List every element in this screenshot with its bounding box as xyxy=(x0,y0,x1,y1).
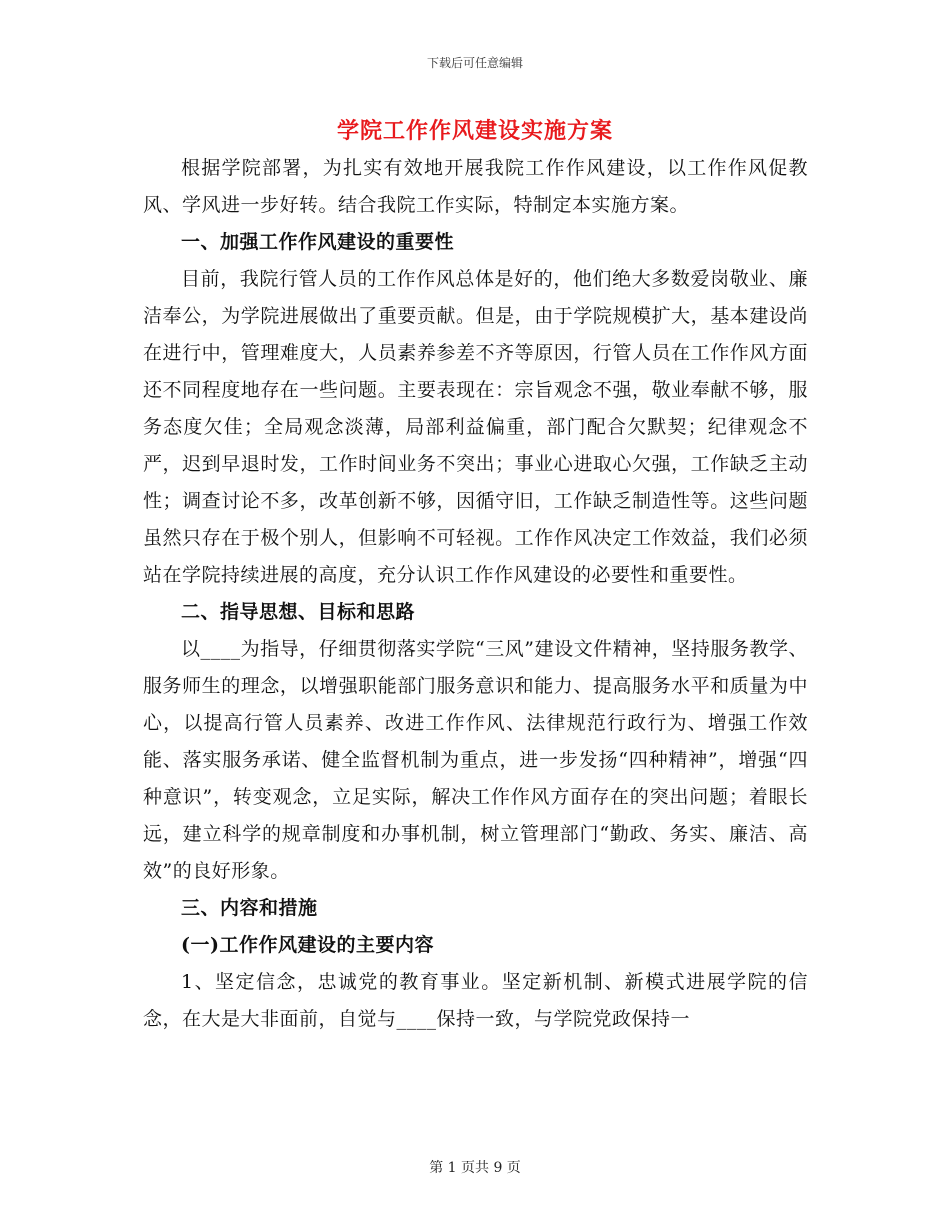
document-body xyxy=(143,150,808,1038)
section-1-paragraph: 目前，我院行管人员的工作作风总体是好的，他们绝大多数爱岗敬业、廉洁奉公，为学院进展做出了重要贡献。但是，由于学院规模扩大，基本建设尚在进行中，管理难度大，人员素养参差不齐等原因，行管人员在工作作风方面还不同程度地存在一些问题。主要表现在：宗旨观念不强，敬业奉献不够，服务态度欠佳；全局观念淡薄，局部利益偏重，部门配合欠默契；纪律观念不严，迟到早退时发，工作时间业务不突出；事业心进取心欠强，工作缺乏主动性；调查讨论不多，改革创新不够，因循守旧，工作缺乏制造性等。这些问题虽然只存在于极个别人，但影响不可轻视。工作作风决定工作效益，我们必须站在学院持续进展的高度，充分认识工作作风建设的必要性和重要性。 xyxy=(143,268,808,586)
page-header: 下载后可任意编辑 xyxy=(426,56,523,70)
section-heading-2: 二、指导思想、目标和思路 xyxy=(181,601,416,623)
section-2-paragraph: 以____为指导，仔细贯彻落实学院“三风”建设文件精神，坚持服务教学、服务师生的理念，以增强职能部门服务意识和能力、提高服务水平和质量为中心，以提高行管人员素养、改进工作作风、法律规范行政行为、增强工作效能、落实服务承诺、健全监督机制为重点，进一步发扬“四种精神”，增强“四种意识”，转变观念，立足实际，解决工作作风方面存在的突出问题；着眼长远，建立科学的规章制度和办事机制，树立管理部门“勤政、务实、廉洁、高效”的良好形象。 xyxy=(143,638,808,882)
document-title: 学院工作作风建设实施方案 xyxy=(336,118,613,144)
subsection-heading-1: (一)工作作风建设的主要内容 xyxy=(181,934,434,956)
section-heading-3: 三、内容和措施 xyxy=(181,897,318,919)
intro-paragraph: 根据学院部署，为扎实有效地开展我院工作作风建设，以工作作风促教风、学风进一步好转。结合我院工作实际，特制定本实施方案。 xyxy=(143,157,808,216)
section-heading-1: 一、加强工作作风建设的重要性 xyxy=(181,231,455,253)
page-number: 第 1 页共 9 页 xyxy=(429,1160,521,1176)
item-1-paragraph: 1、坚定信念，忠诚党的教育事业。坚定新机制、新模式进展学院的信念，在大是大非面前，自觉与____保持一致，与学院党政保持一 xyxy=(143,971,808,1030)
